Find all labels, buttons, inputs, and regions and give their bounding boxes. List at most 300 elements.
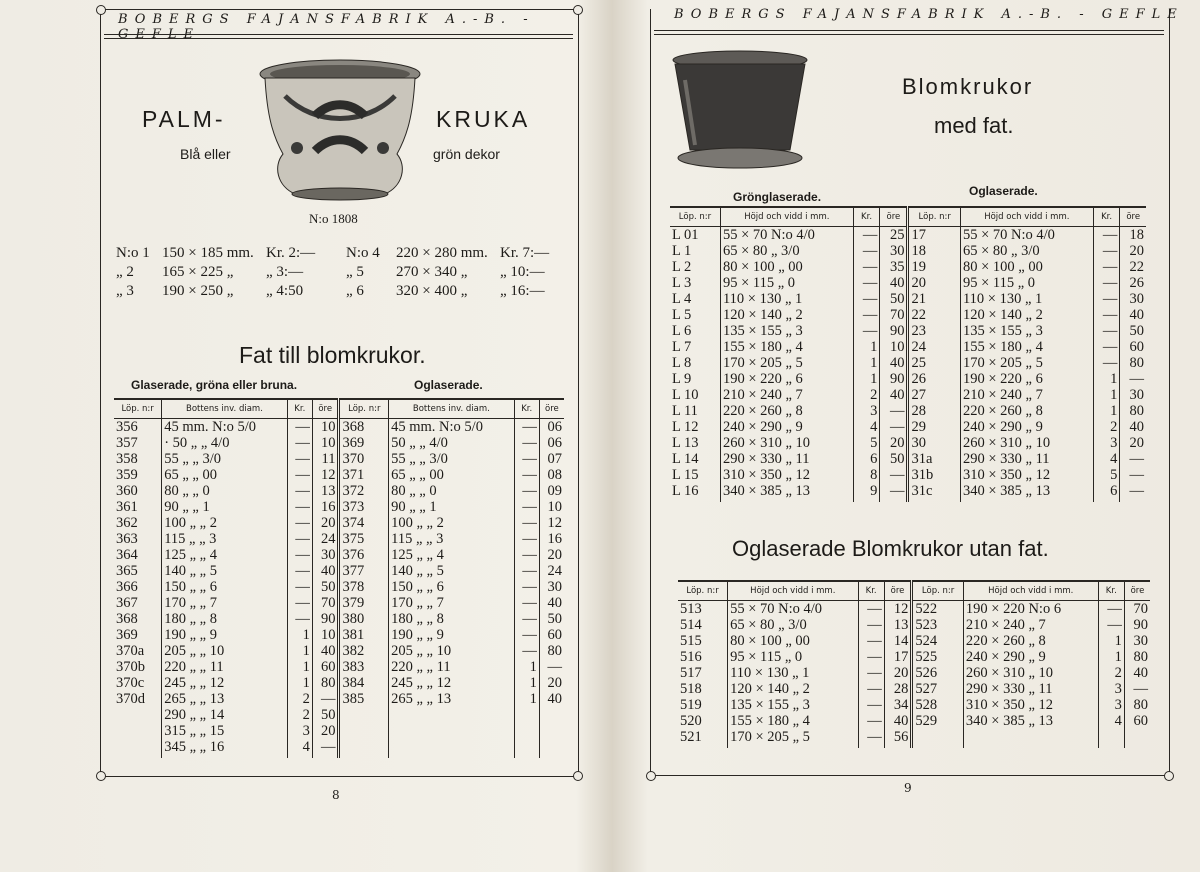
kr-cell: — <box>287 451 312 467</box>
table-row <box>670 307 1146 323</box>
size-cell: 205 „ „ 10 <box>389 643 514 659</box>
ore-cell: 10 <box>312 419 339 436</box>
kr-cell: — <box>858 617 884 633</box>
size-cell: 65 „ „ 00 <box>389 467 514 483</box>
table-row <box>114 659 564 675</box>
ore-cell: 13 <box>312 483 339 499</box>
ore-cell: 50 <box>539 611 564 627</box>
size-cell: 65 × 80 „ 3/0 <box>960 243 1093 259</box>
table-row <box>670 275 1146 291</box>
table-row <box>678 665 1150 681</box>
kr-cell: 1 <box>287 627 312 643</box>
ore-cell <box>1124 729 1150 748</box>
size-cell: 260 × 310 „ 10 <box>720 435 853 451</box>
palm-size: 165 × 225 „ <box>162 264 234 280</box>
ore-cell: 20 <box>539 547 564 563</box>
kr-cell: 1 <box>853 339 880 355</box>
col-ore: öre <box>312 399 339 419</box>
second-title: Oglaserade Blomkrukor utan fat. <box>732 536 1049 561</box>
ore-cell: 90 <box>312 611 339 627</box>
ore-cell: 90 <box>880 371 908 387</box>
lop-cell: 521 <box>680 729 702 745</box>
size-cell: 190 × 220 N:o 6 <box>963 601 1098 618</box>
kr-cell: — <box>287 483 312 499</box>
ore-cell: 11 <box>312 451 339 467</box>
ore-cell: — <box>1120 451 1146 467</box>
table-row <box>670 339 1146 355</box>
size-cell: 310 × 350 „ 12 <box>720 467 853 483</box>
kr-cell: — <box>514 611 539 627</box>
size-cell: 190 „ „ 9 <box>162 627 287 643</box>
kr-cell: — <box>853 227 880 244</box>
ore-cell: 14 <box>884 633 912 649</box>
lop-cell <box>114 723 162 739</box>
table-row <box>114 547 564 563</box>
size-cell: 55 × 70 N:o 4/0 <box>728 601 858 618</box>
col-kr: Kr. <box>514 399 539 419</box>
lop-cell: 385 <box>339 691 389 707</box>
lop-cell: 24 <box>908 339 961 355</box>
size-cell: 290 × 330 „ 11 <box>720 451 853 467</box>
lop-cell: 20 <box>908 275 961 291</box>
ore-cell: 60 <box>312 659 339 675</box>
lop-cell: 368 <box>339 419 389 436</box>
palm-price: „ 3:— <box>266 264 304 280</box>
kr-cell: 1 <box>1098 649 1124 665</box>
ore-cell: 40 <box>1120 307 1146 323</box>
size-cell: 220 „ „ 11 <box>162 659 287 675</box>
size-cell: 55 × 70 N:o 4/0 <box>720 227 853 244</box>
lop-cell: 360 <box>116 483 138 499</box>
kr-cell: — <box>514 531 539 547</box>
lop-cell: 19 <box>908 259 961 275</box>
palm-title-right: KRUKA <box>436 106 531 132</box>
kr-cell: 6 <box>1093 483 1120 502</box>
palm-no: N:o 1 <box>116 245 150 261</box>
col-lop: Löp. n:r <box>114 399 162 419</box>
table-row <box>670 355 1146 371</box>
table-row <box>670 371 1146 387</box>
lop-cell: 383 <box>339 659 389 675</box>
kr-cell: — <box>514 515 539 531</box>
kr-cell <box>514 723 539 739</box>
pots-without-saucer-table <box>678 580 1150 748</box>
ore-cell <box>539 707 564 723</box>
ore-cell: 80 <box>1124 649 1150 665</box>
table-row <box>670 291 1146 307</box>
kr-cell: 1 <box>1098 633 1124 649</box>
corner-ornament-icon <box>96 5 106 15</box>
ore-cell: 10 <box>312 627 339 643</box>
lop-cell: L 15 <box>672 467 699 483</box>
kr-cell: 2 <box>287 707 312 723</box>
table-row <box>670 451 1146 467</box>
model-number: N:o 1808 <box>309 211 358 226</box>
size-cell: 245 „ „ 12 <box>162 675 287 691</box>
size-cell: 345 „ „ 16 <box>162 739 287 758</box>
kr-cell: 1 <box>287 659 312 675</box>
palm-no: „ 2 <box>116 264 134 280</box>
lop-cell: L 3 <box>672 275 692 291</box>
palm-size: 190 × 250 „ <box>162 283 234 299</box>
ore-cell: 90 <box>880 323 908 339</box>
kr-cell: 5 <box>1093 467 1120 483</box>
ore-cell: 20 <box>1120 435 1146 451</box>
lop-cell: 374 <box>339 515 389 531</box>
lop-cell: 358 <box>116 451 138 467</box>
kr-cell: 2 <box>1098 665 1124 681</box>
size-cell: 210 × 240 „ 7 <box>720 387 853 403</box>
size-cell: 120 × 140 „ 2 <box>720 307 853 323</box>
size-cell: 45 mm. N:o 5/0 <box>162 419 287 436</box>
lop-cell: L 4 <box>672 291 692 307</box>
kr-cell: — <box>858 601 884 618</box>
ore-cell: 30 <box>880 243 908 259</box>
col-lop: Löp. n:r <box>908 207 961 227</box>
lop-cell: 23 <box>908 323 961 339</box>
table-row <box>678 697 1150 713</box>
size-cell: 310 × 350 „ 12 <box>960 467 1093 483</box>
kr-cell: 1 <box>514 691 539 707</box>
ore-cell: 40 <box>539 691 564 707</box>
size-cell: 95 × 115 „ 0 <box>728 649 858 665</box>
ore-cell: 25 <box>880 227 908 244</box>
size-cell: 290 × 330 „ 11 <box>960 451 1093 467</box>
kr-cell: 1 <box>514 675 539 691</box>
main-title-line2: med fat. <box>934 113 1014 138</box>
size-cell: 170 × 205 „ 5 <box>720 355 853 371</box>
size-cell: 155 × 180 „ 4 <box>728 713 858 729</box>
size-cell: 170 „ „ 7 <box>389 595 514 611</box>
lop-cell: 361 <box>116 499 138 515</box>
size-cell: 220 „ „ 11 <box>389 659 514 675</box>
lop-cell: 22 <box>908 307 961 323</box>
size-cell: 65 × 80 „ 3/0 <box>728 617 858 633</box>
ore-cell: 22 <box>1120 259 1146 275</box>
table-row <box>670 467 1146 483</box>
table-row <box>670 243 1146 259</box>
lop-cell: 519 <box>680 697 702 713</box>
lop-cell: 527 <box>912 681 964 697</box>
ore-cell: 12 <box>884 601 912 618</box>
kr-cell: — <box>287 579 312 595</box>
col-ore: öre <box>884 581 912 601</box>
lop-cell: 371 <box>339 467 389 483</box>
size-cell: 90 „ „ 1 <box>389 499 514 515</box>
kr-cell: 3 <box>1098 681 1124 697</box>
table-row <box>678 633 1150 649</box>
size-cell: 190 × 220 „ 6 <box>720 371 853 387</box>
palm-no: „ 5 <box>346 264 364 280</box>
table-row <box>114 467 564 483</box>
kr-cell: — <box>514 483 539 499</box>
size-cell: 110 × 130 „ 1 <box>728 665 858 681</box>
kr-cell: — <box>853 291 880 307</box>
table-row <box>670 403 1146 419</box>
kr-cell: — <box>287 611 312 627</box>
kr-cell: 8 <box>853 467 880 483</box>
size-cell: 80 × 100 „ 00 <box>960 259 1093 275</box>
corner-ornament-icon <box>646 771 656 781</box>
palm-size: 270 × 340 „ <box>396 264 468 280</box>
fat-price-table <box>114 398 564 758</box>
lop-cell: L 16 <box>672 483 699 499</box>
ore-cell: 70 <box>880 307 908 323</box>
ore-cell: — <box>1120 467 1146 483</box>
lop-cell: L 8 <box>672 355 692 371</box>
kr-cell: — <box>287 499 312 515</box>
lop-cell: 357 <box>116 435 138 451</box>
palm-pot-illustration <box>255 56 425 206</box>
kr-cell: — <box>858 649 884 665</box>
lop-cell: 375 <box>339 531 389 547</box>
right-page <box>622 0 1200 872</box>
ore-cell: 10 <box>312 435 339 451</box>
table-row <box>670 435 1146 451</box>
size-cell: 180 „ „ 8 <box>389 611 514 627</box>
size-cell <box>389 739 514 758</box>
kr-cell: — <box>287 515 312 531</box>
col-kr: Kr. <box>858 581 884 601</box>
lop-cell: 17 <box>908 227 961 244</box>
lop-cell: 362 <box>116 515 138 531</box>
ore-cell: 09 <box>539 483 564 499</box>
table-row <box>670 387 1146 403</box>
kr-cell: — <box>287 435 312 451</box>
size-cell: 115 „ „ 3 <box>162 531 287 547</box>
kr-cell: — <box>514 563 539 579</box>
size-cell: 260 × 310 „ 10 <box>963 665 1098 681</box>
ore-cell: 30 <box>539 579 564 595</box>
col-ore: öre <box>539 399 564 419</box>
lop-cell: 31c <box>908 483 961 502</box>
lop-cell: 365 <box>116 563 138 579</box>
table-row <box>114 627 564 643</box>
lop-cell: 381 <box>339 627 389 643</box>
table-row <box>114 563 564 579</box>
col-size: Höjd och vidd i mm. <box>728 581 858 601</box>
kr-cell: 3 <box>853 403 880 419</box>
lop-cell: 25 <box>908 355 961 371</box>
ore-cell: — <box>880 419 908 435</box>
size-cell: 135 × 155 „ 3 <box>728 697 858 713</box>
lop-cell: 369 <box>339 435 389 451</box>
glazed-label: Glaserade, gröna eller bruna. <box>131 378 298 392</box>
ore-cell: 20 <box>884 665 912 681</box>
ore-cell: 50 <box>880 291 908 307</box>
lop-cell: 376 <box>339 547 389 563</box>
kr-cell: — <box>858 681 884 697</box>
size-cell: 265 „ „ 13 <box>162 691 287 707</box>
table-row <box>670 227 1146 244</box>
kr-cell: 1 <box>287 643 312 659</box>
kr-cell: 3 <box>1098 697 1124 713</box>
kr-cell: 6 <box>853 451 880 467</box>
ore-cell: 13 <box>884 617 912 633</box>
lop-cell: 515 <box>680 633 702 649</box>
ore-cell: — <box>1120 371 1146 387</box>
size-cell: 170 × 205 „ 5 <box>960 355 1093 371</box>
kr-cell: — <box>853 259 880 275</box>
size-cell: 125 „ „ 4 <box>162 547 287 563</box>
ore-cell: 56 <box>884 729 912 748</box>
size-cell: 190 „ „ 9 <box>389 627 514 643</box>
kr-cell: — <box>514 547 539 563</box>
lop-cell: 528 <box>912 697 964 713</box>
kr-cell: — <box>853 307 880 323</box>
lop-cell: 513 <box>680 601 702 617</box>
ore-cell: — <box>880 483 908 502</box>
kr-cell: 1 <box>853 371 880 387</box>
ore-cell: 50 <box>312 579 339 595</box>
col-kr: Kr. <box>287 399 312 419</box>
size-cell: 245 „ „ 12 <box>389 675 514 691</box>
ore-cell: 60 <box>1124 713 1150 729</box>
kr-cell: — <box>1093 259 1120 275</box>
lop-cell: 378 <box>339 579 389 595</box>
ore-cell: — <box>880 467 908 483</box>
ore-cell: 30 <box>1124 633 1150 649</box>
kr-cell: — <box>287 547 312 563</box>
unglazed-label: Oglaserade. <box>414 378 483 392</box>
ore-cell: 35 <box>880 259 908 275</box>
ore-cell: 80 <box>1124 697 1150 713</box>
ore-cell: 50 <box>1120 323 1146 339</box>
lop-cell: 26 <box>908 371 961 387</box>
ore-cell: 20 <box>539 675 564 691</box>
size-cell: 100 „ „ 2 <box>162 515 287 531</box>
size-cell: 125 „ „ 4 <box>389 547 514 563</box>
ore-cell: 28 <box>884 681 912 697</box>
kr-cell: — <box>858 697 884 713</box>
size-cell: 95 × 115 „ 0 <box>720 275 853 291</box>
lop-cell: 370c <box>116 675 145 691</box>
lop-cell: 522 <box>912 601 964 618</box>
lop-cell <box>339 739 389 758</box>
kr-cell: — <box>853 275 880 291</box>
palm-price: „ 10:— <box>500 264 545 280</box>
kr-cell: — <box>858 665 884 681</box>
ore-cell: 80 <box>312 675 339 691</box>
ore-cell: 40 <box>539 595 564 611</box>
kr-cell <box>514 739 539 758</box>
kr-cell: 1 <box>1093 387 1120 403</box>
kr-cell: — <box>858 729 884 748</box>
size-cell: 155 × 180 „ 4 <box>960 339 1093 355</box>
kr-cell: — <box>1093 275 1120 291</box>
lop-cell: L 13 <box>672 435 699 451</box>
size-cell: 310 × 350 „ 12 <box>963 697 1098 713</box>
table-row <box>678 681 1150 697</box>
col-ore: öre <box>1120 207 1146 227</box>
lop-cell: 516 <box>680 649 702 665</box>
kr-cell: — <box>1093 355 1120 371</box>
lop-cell: 31b <box>908 467 961 483</box>
corner-ornament-icon <box>1164 771 1174 781</box>
lop-cell: 18 <box>908 243 961 259</box>
kr-cell: 3 <box>1093 435 1120 451</box>
palm-size: 220 × 280 mm. <box>396 245 488 261</box>
kr-cell: — <box>514 467 539 483</box>
size-cell: 315 „ „ 15 <box>162 723 287 739</box>
kr-cell: — <box>514 419 539 436</box>
lop-cell: 359 <box>116 467 138 483</box>
table-row <box>678 713 1150 729</box>
palm-price: „ 4:50 <box>266 283 304 299</box>
table-row <box>678 649 1150 665</box>
size-cell: 65 × 80 „ 3/0 <box>720 243 853 259</box>
ore-cell: — <box>312 739 339 758</box>
size-cell: 170 „ „ 7 <box>162 595 287 611</box>
size-cell: 115 „ „ 3 <box>389 531 514 547</box>
size-cell: 120 × 140 „ 2 <box>728 681 858 697</box>
table-row <box>114 723 564 739</box>
size-cell: 80 × 100 „ 00 <box>720 259 853 275</box>
lop-cell: 363 <box>116 531 138 547</box>
kr-cell: 4 <box>1093 451 1120 467</box>
ore-cell <box>539 739 564 758</box>
palm-sizes-left <box>116 244 315 301</box>
size-cell: 55 × 70 N:o 4/0 <box>960 227 1093 244</box>
header-rule <box>654 30 1164 35</box>
table-row <box>114 435 564 451</box>
size-cell: 150 „ „ 6 <box>389 579 514 595</box>
ore-cell: 90 <box>1124 617 1150 633</box>
kr-cell: 2 <box>287 691 312 707</box>
col-lop: Löp. n:r <box>339 399 389 419</box>
col-kr: Kr. <box>1098 581 1124 601</box>
kr-cell: 3 <box>287 723 312 739</box>
lop-cell: 370b <box>116 659 145 675</box>
kr-cell: 1 <box>1093 403 1120 419</box>
ore-cell: 80 <box>1120 403 1146 419</box>
ore-cell: 40 <box>1120 419 1146 435</box>
palm-no: „ 3 <box>116 283 134 299</box>
lop-cell: 30 <box>908 435 961 451</box>
size-cell: 220 × 260 „ 8 <box>960 403 1093 419</box>
lop-cell: 518 <box>680 681 702 697</box>
ore-cell: 80 <box>1120 355 1146 371</box>
palm-size: 150 × 185 mm. <box>162 245 254 261</box>
size-cell: 290 „ „ 14 <box>162 707 287 723</box>
lop-cell: 368 <box>116 611 138 627</box>
size-cell: 150 „ „ 6 <box>162 579 287 595</box>
lop-cell: L 11 <box>672 403 698 419</box>
col-diam: Bottens inv. diam. <box>162 399 287 419</box>
ore-cell: — <box>1120 483 1146 502</box>
lop-cell: 21 <box>908 291 961 307</box>
lop-cell <box>114 707 162 723</box>
lop-cell: 367 <box>116 595 138 611</box>
col-size: Höjd och vidd i mm. <box>720 207 853 227</box>
kr-cell: — <box>1093 323 1120 339</box>
lop-cell: L 7 <box>672 339 692 355</box>
lop-cell: L 01 <box>672 227 699 243</box>
ore-cell: 10 <box>539 499 564 515</box>
palm-price: Kr. 2:— <box>266 245 316 261</box>
ore-cell: 40 <box>880 275 908 291</box>
size-cell: 95 × 115 „ 0 <box>960 275 1093 291</box>
unglazed-label: Oglaserade. <box>969 184 1038 198</box>
lop-cell: 517 <box>680 665 702 681</box>
kr-cell: — <box>514 451 539 467</box>
size-cell: 260 × 310 „ 10 <box>960 435 1093 451</box>
kr-cell: — <box>514 643 539 659</box>
kr-cell: 4 <box>1098 713 1124 729</box>
header-rule <box>104 34 573 39</box>
lop-cell: 356 <box>116 419 138 435</box>
ore-cell: 24 <box>539 563 564 579</box>
